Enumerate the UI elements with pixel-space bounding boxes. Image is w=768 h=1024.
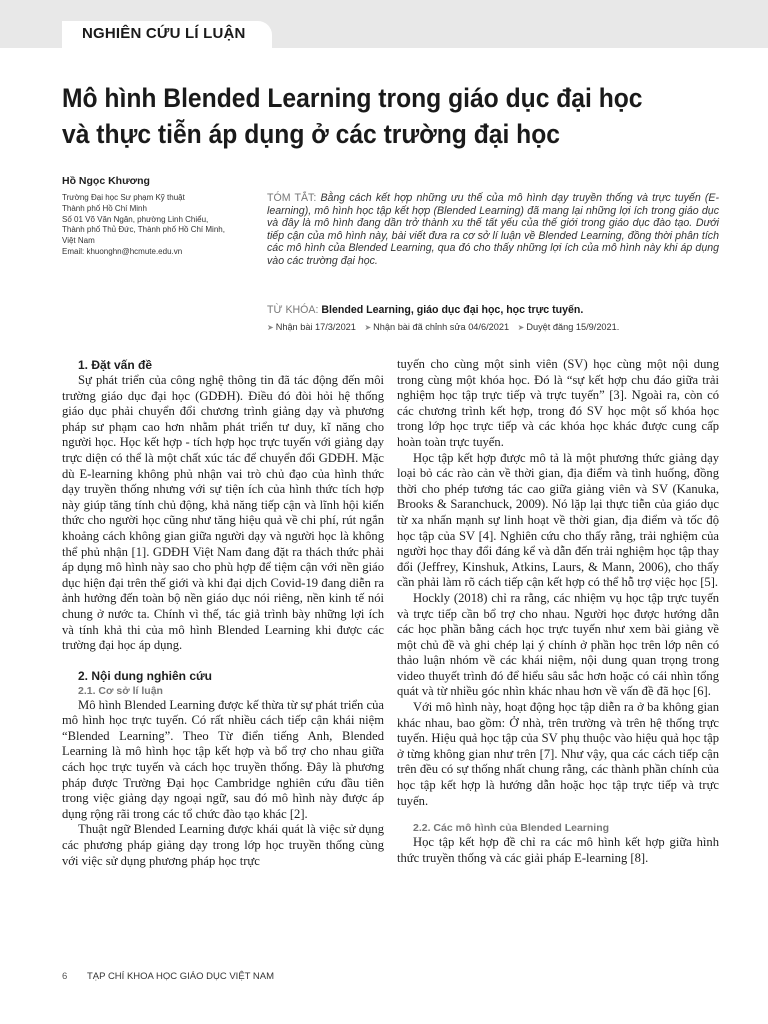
section-heading: 1. Đặt vấn đề — [78, 358, 153, 372]
paragraph: Thuật ngữ Blended Learning được khái quát là việc sử dụng các phương pháp giảng dạy trong lớp học truyền thống cùng với việc sử dụng phương pháp học trực — [62, 822, 384, 868]
journal-name: TẠP CHÍ KHOA HỌC GIÁO DỤC VIỆT NAM — [87, 971, 275, 982]
paragraph: Học tập kết hợp được mô tả là một phương thức giảng dạy loại bỏ các rào cản về thời gian, địa điểm và tình huống, đồng thời cho phép tương tác cao giữa giảng viên và SV (Kanuka, Brooks & Saranchuck, 2009). Nó lặp lại thực tiễn của giáo dục từ xa nhấn mạnh sự linh hoạt về thời gian, địa điểm và tốc độ học tập của SV [4]. Nghiên cứu cho thấy rằng, trải nghiệm của người học thay đổi đáng kể và dẫn đến trải nghiệm học tập thay đổi (Jeffrey, Kinshuk, Atkins, Laurs, & Mann, 2006), cho thấy cần phải làm rõ cách tiếp cận kết hợp có thể hỗ trợ việc học [5]. — [397, 450, 719, 590]
author-name: Hồ Ngọc Khương — [62, 175, 150, 187]
paragraph: Hockly (2018) chỉ ra rằng, các nhiệm vụ học tập trực tuyến và trực tiếp cần bổ trợ cho nhau. Người học được hướng dẫn các học phần bằng cách học trực tuyến như xem bài giảng về một chủ đề và ghi chép lại ý chính ở phần học trên lớp nên có thảo luận nhóm về các khái niệm, nội dung quan trọng trong video thuyết trình đó để hiểu sâu sắc hơn hoặc có cái nhìn tổng quát và từ nhiều góc nhìn khác nhau hơn về vấn đề đã học [6]. — [397, 590, 719, 699]
arrow-right-icon: ➤ — [517, 323, 525, 332]
keywords-text: Blended Learning, giáo dục đại học, học trực tuyến. — [321, 304, 584, 316]
paragraph: Với mô hình này, hoạt động học tập diễn ra ở ba không gian khác nhau, bao gồm: Ở nhà, trên trường và trên hệ thống trực tuyến. Hiệu quả học tập của SV phụ thuộc vào hiệu quả học tập ở từng không gian như trên [7]. Như vậy, qua các cách tiếp cận trên đều có sự thống nhất chung rằng, các thành phần chính của học tập kết hợp là hướng dẫn hoặc học tập trực tiếp và trực tuyến. — [397, 700, 719, 808]
paragraph: Sự phát triển của công nghệ thông tin đã tác động đến môi trường giáo dục đại học (GDĐH). Điều đó đòi hỏi hệ thống giáo dục phải chuyển đổi chương trình giảng dạy và phương pháp sư phạm cao hơn nhằm phát triển tư duy, kĩ năng cho người học. Học kết hợp - tích hợp học trực tuyến với giảng dạy trực diện có thể là một chất xúc tác để chuyển đổi GDĐH. Mặc dù E-learning không phủ nhận vai trò chủ đạo của hình thức dạy truyền thống nhưng với sự tiện ích của hình thức tích hợp này giúp tăng tính chủ động, khả năng tiếp cận và lĩnh hội kiến thức cho người học cũng như tăng hiệu quả về chi phí, rút ngắn khoảng cách không gian giữa người dạy và người học là không thể phủ nhận [1]. GDĐH Việt Nam đang đặt ra thách thức phải áp dụng mô hình này sao cho phù hợp để tiệm cận với nền giáo dục hiện đại trên thế giới và khi đại dịch Covid-19 đang diễn ra ảnh hưởng đến toàn bộ nền giáo dục nói riêng, nền kinh tế nói chung ở nước ta. Chính vì thế, tác giả trình bày những lợi ích và tính khả thi của mô hình Blended Learning khi được các trường đại học áp dụng. — [62, 373, 384, 653]
arrow-right-icon: ➤ — [364, 323, 372, 332]
keywords-label: TỪ KHÓA: — [267, 304, 319, 316]
subsection-heading: 2.1. Cơ sở lí luận — [78, 684, 163, 697]
section-tab — [62, 21, 272, 48]
article-title — [62, 80, 676, 152]
abstract-label: TÓM TẮT: — [267, 192, 317, 204]
title-line: và thực tiễn áp dụng ở các trường đại học — [62, 119, 560, 149]
affiliation-line: Số 01 Võ Văn Ngân, phường Linh Chiểu, — [62, 214, 209, 224]
article-dates — [267, 322, 727, 332]
subsection-heading: 2.2. Các mô hình của Blended Learning — [413, 822, 610, 835]
author-affiliation — [62, 193, 262, 258]
arrow-right-icon: ➤ — [267, 323, 274, 332]
page-number: 6 — [62, 971, 68, 982]
keywords — [267, 304, 719, 316]
affiliation-line: Thành phố Hồ Chí Minh — [62, 203, 147, 213]
paragraph: tuyến cho cùng một sinh viên (SV) học cùng một nội dung trong cùng một khóa học. Đó là “sự kết hợp chu đáo giữa trải nghiệm học tập trực tiếp và trực tuyến” [3]. Ngoài ra, còn có các chương trình kết hợp, trong đó SV học một số khóa học trong lớp học trực tiếp và các khóa học khác được cung cấp hoàn toàn trực tuyến. — [397, 357, 719, 449]
date-received: ➤ Nhận bài 17/3/2021 — [267, 322, 356, 332]
paragraph: Mô hình Blended Learning được kế thừa từ sự phát triển của mô hình học trực tuyến. Có rất nhiều cách tiếp cận khái niệm “Blended Learning”. Theo Từ điển tiếng Anh, Blended Learning là mô hình học tập kết hợp và bổ trợ cho nhau giữa cách học trực tuyến và cách học truyền thống. Đây là phương pháp được Trường Đại học Cambridge nghiên cứu đầu tiên trong việc giảng dạy ngoại ngữ, sau đó mô hình này được áp dụng rộng rãi trong các tổ chức đào tạo khác [2]. — [62, 697, 384, 821]
affiliation-line: Việt Nam — [62, 236, 95, 246]
body-column-left — [62, 357, 384, 869]
body-column-right — [397, 357, 719, 866]
paragraph: Học tập kết hợp đề chỉ ra các mô hình kết hợp giữa hình thức truyền thống và các giải pháp E-learning [8]. — [397, 835, 719, 865]
affiliation-line: Thành phố Thủ Đức, Thành phố Hồ Chí Minh, — [62, 225, 225, 235]
section-label: NGHIÊN CỨU LÍ LUẬN — [82, 25, 246, 42]
date-revised: ➤ Nhận bài đã chỉnh sửa 04/6/2021 — [364, 322, 510, 332]
section-heading: 2. Nội dung nghiên cứu — [78, 668, 213, 683]
affiliation-line: Trường Đại học Sư phạm Kỹ thuật — [62, 193, 185, 202]
abstract-text: Bằng cách kết hợp những ưu thế của mô hình dạy truyền thống và trực tuyến (E-learning), mô hình học tập kết hợp (Blended Learning) đã mang lại những lợi ích trong giáo dục và đây là mô hình đang dần trở thành xu thế tất yếu của thế giới trong giáo dục đào tạo. Dưới tiếp cận của mô hình này, bài viết đưa ra cơ sở lí luận về Blended Learning, đồng thời phân tích các mô hình của Blended Learning, qua đó cho thấy những lợi ích của mô hình này khi áp dụng vào các trường đại học. — [267, 192, 719, 267]
abstract — [267, 192, 719, 268]
author-email[interactable]: Email: khuonghn@hcmute.edu.vn — [62, 246, 183, 256]
title-line: Mô hình Blended Learning trong giáo dục đại học — [62, 83, 643, 113]
date-accepted: ➤ Duyệt đăng 15/9/2021. — [517, 322, 620, 332]
